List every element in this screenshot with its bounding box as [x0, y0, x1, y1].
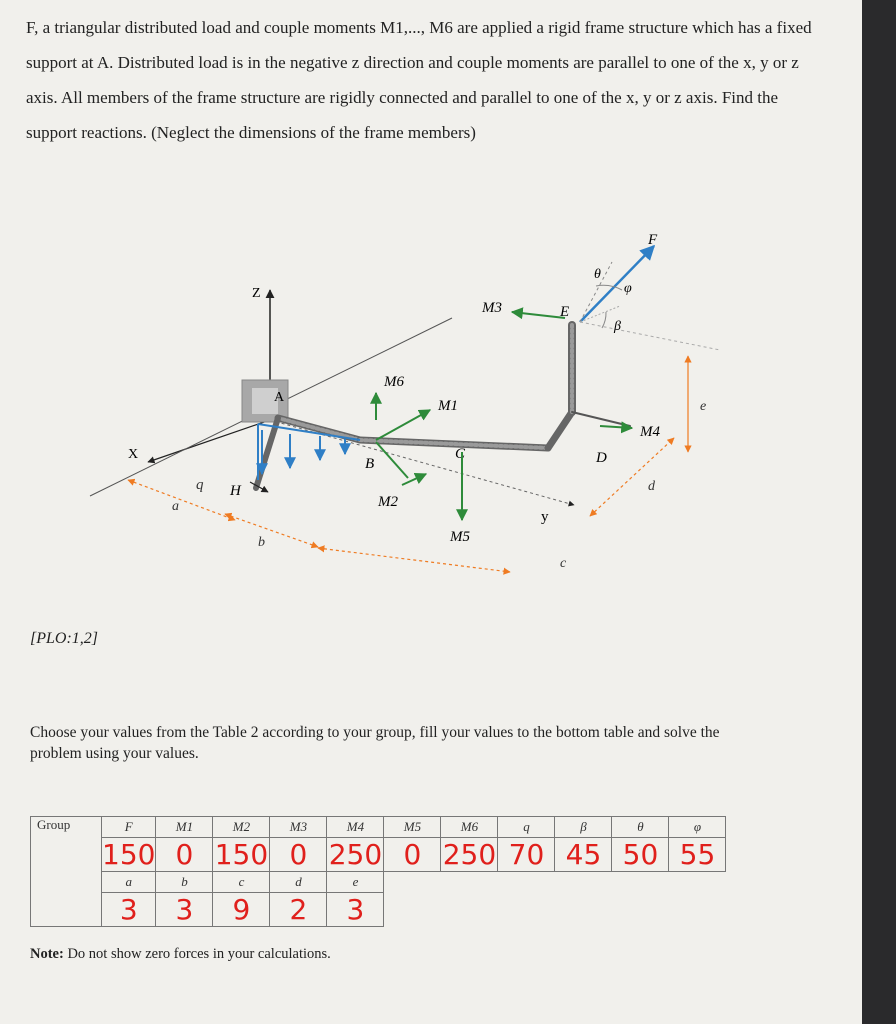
header-M6: M6 [441, 817, 498, 838]
note-text: Do not show zero forces in your calculations. [67, 946, 331, 962]
header-q: q [498, 817, 555, 838]
value-e: 3 [327, 893, 384, 927]
M6-label: M6 [384, 374, 404, 390]
value-M2: 150 [214, 838, 269, 871]
value-M3: 0 [270, 838, 327, 872]
moment-M3 [481, 300, 565, 318]
force-F [580, 232, 720, 350]
plo-label: [PLO:1,2] [30, 630, 99, 647]
load-q-label: q [196, 477, 204, 493]
value-beta: 45 [555, 838, 612, 872]
dim-a-label: a [172, 499, 179, 514]
value-M5: 0 [384, 838, 441, 872]
header-a: a [102, 872, 156, 893]
value-q: 70 [498, 838, 555, 872]
phi-label: φ [624, 281, 632, 296]
y-axis-label: y [541, 509, 549, 525]
point-D-label: D [596, 450, 607, 466]
point-C-label: C [455, 446, 466, 462]
F-label: F [648, 232, 658, 248]
table-value-row-1 [31, 838, 726, 872]
value-b: 3 [156, 893, 213, 927]
value-c: 9 [213, 893, 270, 927]
header-phi: φ [669, 817, 726, 838]
moment-M6 [376, 374, 404, 420]
table-header-row-1 [31, 817, 726, 838]
M5-label: M5 [450, 529, 470, 545]
header-M1: M1 [156, 817, 213, 838]
header-c: c [213, 872, 270, 893]
header-M2: M2 [213, 817, 270, 838]
header-F: F [102, 817, 156, 838]
value-d: 2 [270, 893, 327, 927]
value-M4: 250 [328, 838, 383, 871]
value-theta: 50 [612, 838, 669, 872]
header-M5: M5 [384, 817, 441, 838]
note-label: Note: [30, 946, 64, 962]
M1-label: M1 [438, 398, 458, 414]
header-e: e [327, 872, 384, 893]
point-H-label: H [230, 483, 241, 499]
theta-label: θ [594, 267, 601, 282]
table-header-row-2 [31, 872, 726, 893]
moment-M1 [376, 398, 458, 440]
header-M4: M4 [327, 817, 384, 838]
values-table [30, 816, 726, 927]
point-B-label: B [365, 456, 375, 472]
dim-b-label: b [258, 535, 265, 550]
moment-M2 [376, 442, 426, 510]
value-M6: 250 [442, 838, 497, 871]
header-theta: θ [612, 817, 669, 838]
instructions-text: Choose your values from the Table 2 according to your group, fill your values to the bottom table and solve the problem using your values. [30, 724, 720, 762]
value-M1: 0 [156, 838, 213, 872]
M2-label: M2 [378, 494, 398, 510]
x-axis [128, 420, 270, 462]
dim-c-label: c [560, 556, 567, 571]
M3-label: M3 [482, 300, 502, 316]
problem-statement: F, a triangular distributed load and couple moments M1,..., M6 are applied a rigid frame structure which has a fixed support at A. Distributed load is in the negative z direction and couple moments are parallel to one of the x, y or z axis. All members of the frame structure are rigidly connected and parallel to one of the x, y or z axis. Find the support reactions. (Neglect the dimensions of the frame members) [26, 18, 812, 142]
header-d: d [270, 872, 327, 893]
dim-e-label: e [700, 399, 707, 414]
value-a: 3 [102, 893, 156, 927]
moment-M5 [449, 452, 470, 545]
z-axis-label: Z [252, 286, 261, 301]
table-value-row-2 [31, 893, 726, 927]
note [30, 946, 331, 963]
group-header: Group [31, 817, 102, 927]
point-A-label: A [274, 390, 285, 405]
M4-label: M4 [640, 424, 660, 440]
header-b: b [156, 872, 213, 893]
header-beta: β [555, 817, 612, 838]
point-E-label: E [560, 304, 570, 320]
beta-label: β [614, 319, 621, 334]
value-F: 150 [102, 838, 156, 871]
header-M3: M3 [270, 817, 327, 838]
x-axis-label: X [128, 447, 139, 462]
value-phi: 55 [669, 838, 726, 872]
screen-edge [862, 0, 896, 1024]
dim-d-label: d [648, 479, 655, 494]
y-axis [270, 420, 574, 525]
